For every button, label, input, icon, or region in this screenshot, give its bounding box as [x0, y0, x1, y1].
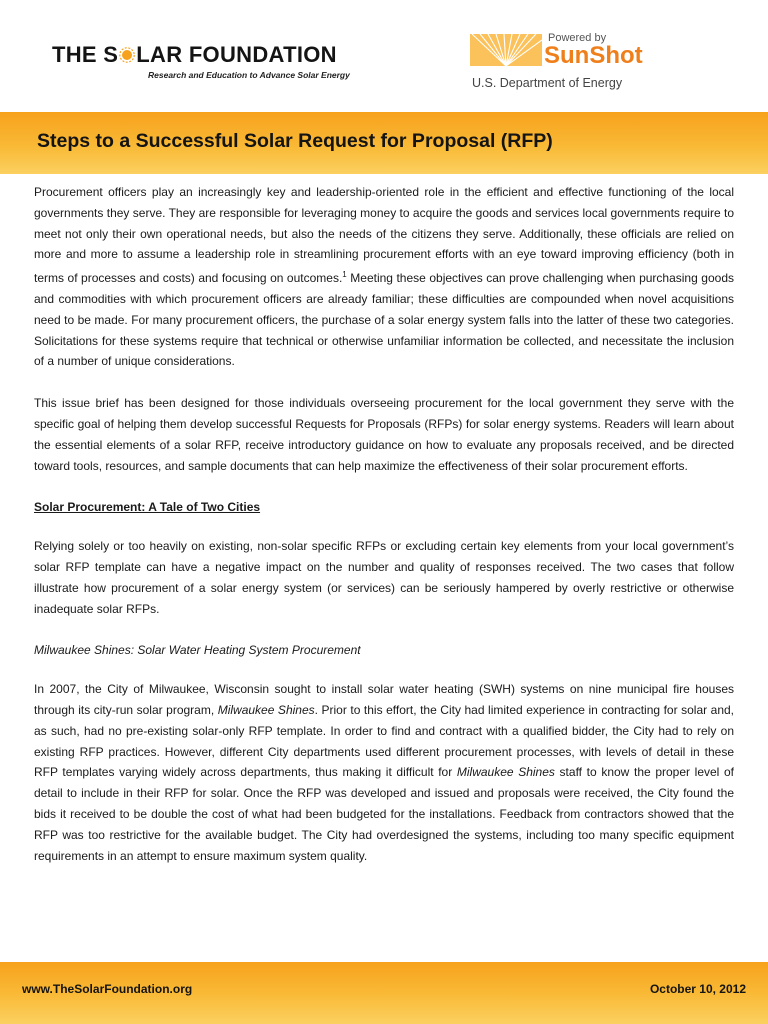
page-header: [0, 0, 768, 110]
org-name: [52, 42, 337, 68]
solar-foundation-logo: [52, 42, 372, 87]
sunshot-logo: [470, 30, 670, 95]
footer-date: October 10, 2012: [649, 982, 746, 996]
case-subheading: Milwaukee Shines: Solar Water Heating System Procurement: [34, 643, 361, 658]
paragraph-text: staff to know the proper level of detail to include in their RFP for solar. Once the RFP was developed and issued and proposals were received, the City found the bids it received to be double the cost of what had been budgeted for the installations. Feedback from contractors showed that the RFP was too restrictive for the available budget. The City had overdesigned the systems, including too many specific equipment requirements in an attempt to ensure maximum system quality.: [34, 765, 734, 863]
sun-icon: [119, 47, 135, 63]
document-body: [34, 182, 734, 887]
sunshot-name: SunShot: [544, 42, 643, 69]
footnote-marker: 1: [342, 270, 347, 280]
footer-url[interactable]: www.TheSolarFoundation.org: [22, 982, 193, 996]
program-name: Milwaukee Shines: [217, 702, 315, 717]
paragraph: [34, 679, 734, 866]
org-tagline: Research and Education to Advance Solar Energy: [148, 70, 350, 80]
paragraph-text: . Prior to this effort, the City had limited experience in contracting for solar and, as such, had no pre-existing solar-only RFP template. In order to find and contract with a qualified bidder, the City had to rely on existing RFP practices. However, different City departments used different procurement processes, with levels of detail in these RFP templates varying widely across departments, thus making it difficult for: [34, 702, 735, 780]
paragraph: Relying solely or too heavily on existing, non-solar specific RFPs or excluding certain key elements from your local government’s solar RFP template can have a negative impact on the number and quality of responses received. The two cases that follow illustrate how procurement of a solar energy system (or services) can be seriously hampered by overly restrictive or otherwise inadequate solar RFPs.: [34, 539, 734, 616]
paragraph-text: Meeting these objectives can prove challenging when purchasing goods and commodities with which procurement officers are already familiar; these difficulties are compounded when novel acquisitions need to be made. For many procurement officers, the purchase of a solar energy system falls into the latter of these two categories. Solicitations for these systems require that technical or otherwise unfamiliar information be collected, and necessitate the inclusion of a number of unique considerations.: [34, 271, 734, 369]
org-name-right: LAR FOUNDATION: [136, 42, 337, 67]
program-name: Milwaukee Shines: [456, 765, 555, 780]
paragraph: This issue brief has been designed for those individuals overseeing procurement for the local government they serve with the specific goal of helping them develop successful Requests for Proposals (RFPs) for solar energy systems. Readers will learn about the essential elements of a solar RFP, receive introductory guidance on how to evaluate any proposals received, and be directed toward tools, resources, and sample documents that can help maximize the effectiveness of their solar procurement efforts.: [34, 396, 734, 473]
department-name: U.S. Department of Energy: [472, 76, 623, 90]
paragraph-text: Procurement officers play an increasingly key and leadership-oriented role in the efficient and effective functioning of the local governments they serve. They are responsible for leveraging money to acquire the goods and services local governments require to meet not only their own operational needs, but also the needs of the citizens they serve. Additionally, these officials are relied on more and more to assume a leadership role in streamlining procurement efforts with an eye toward improving efficiency (both in terms of processes and costs) and focusing on outcomes.: [34, 185, 734, 286]
paragraph-text: In 2007, the City of Milwaukee, Wisconsin sought to install solar water heating (SWH) systems on nine municipal fire houses through its city-run solar program,: [34, 682, 734, 717]
paragraph: [34, 182, 734, 372]
page-title: Steps to a Successful Solar Request for Proposal (RFP): [37, 130, 553, 152]
org-name-left: THE S: [52, 42, 119, 67]
sunshot-rays-icon: [470, 34, 542, 66]
powered-by-label: Powered by: [548, 32, 607, 44]
section-heading: Solar Procurement: A Tale of Two Cities: [34, 500, 261, 515]
